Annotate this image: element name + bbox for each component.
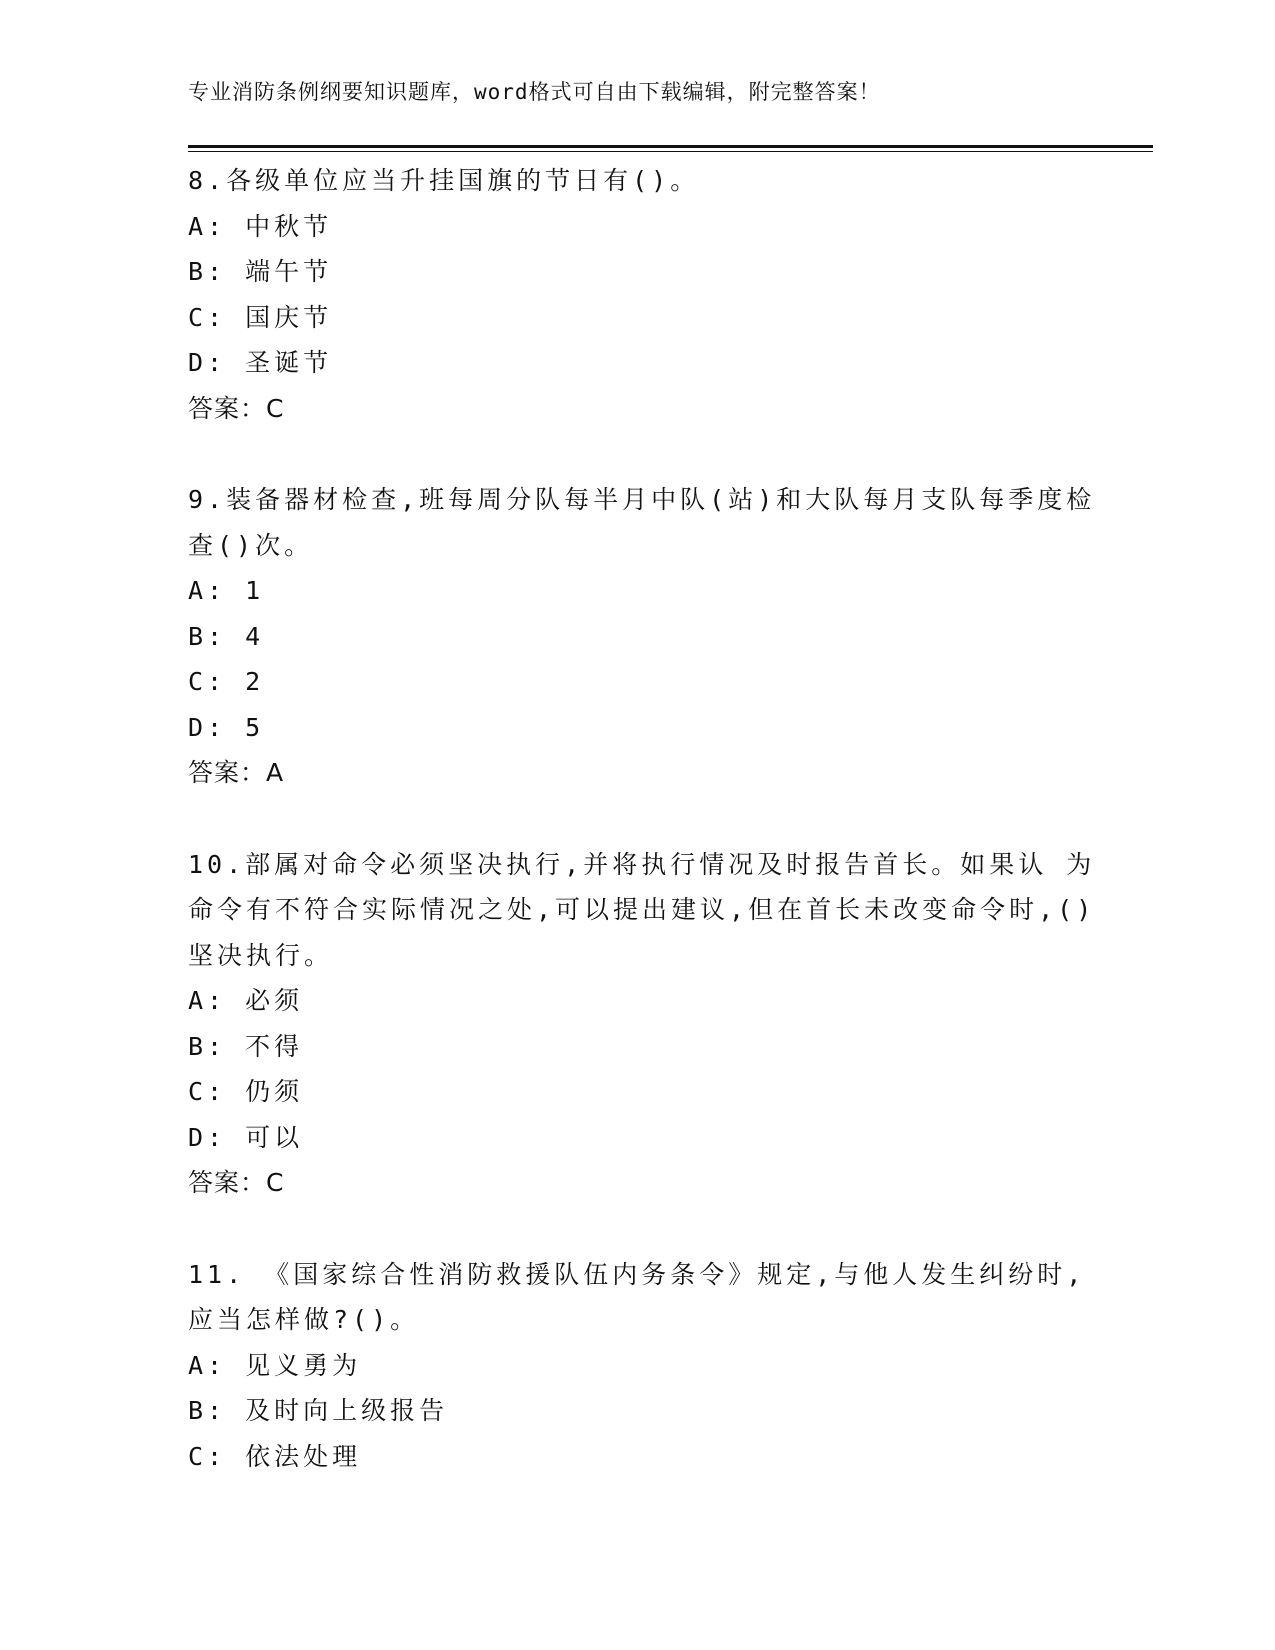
answer: 答案：A	[188, 758, 285, 787]
answer: 答案：C	[188, 393, 285, 423]
question-text: 命令有不符合实际情况之处,可以提出建议,但在首长未改变命令时,()	[188, 895, 1096, 924]
question-text: 10.部属对命令必须坚决执行,并将执行情况及时报告首长。如果认 为	[188, 849, 1096, 879]
question-text: 9.装备器材检查,班每周分队每半月中队(站)和大队每月支队每季度检	[188, 485, 1096, 514]
header-rule-thin	[188, 151, 1153, 152]
option-a: A: 1	[188, 576, 265, 605]
option-a: A: 见义勇为	[188, 1350, 362, 1380]
option-d: D: 可以	[188, 1122, 304, 1152]
option-a: A: 中秋节	[188, 211, 333, 241]
option-a: A: 必须	[188, 986, 304, 1015]
option-b: B: 及时向上级报告	[188, 1396, 449, 1425]
option-b: B: 不得	[188, 1031, 304, 1061]
question-text: 查()次。	[188, 530, 314, 560]
answer: 答案：C	[188, 1168, 285, 1197]
question-8	[188, 158, 1088, 431]
header-rule-thick	[188, 145, 1153, 148]
document-header: 专业消防条例纲要知识题库，word格式可自由下载编辑，附完整答案！	[188, 80, 881, 104]
question-text: 应当怎样做?()。	[188, 1305, 420, 1334]
option-d: D: 圣诞节	[188, 348, 333, 377]
question-11	[188, 1252, 1088, 1480]
option-c: C: 国庆节	[188, 302, 333, 332]
question-text: 坚决执行。	[188, 940, 334, 970]
question-text: 11. 《国家综合性消防救援队伍内务条令》规定,与他人发生纠纷时,	[188, 1259, 1086, 1289]
question-9	[188, 477, 1096, 796]
option-c: C: 仍须	[188, 1077, 304, 1106]
option-b: B: 4	[188, 621, 265, 651]
question-10	[188, 842, 1096, 1206]
option-c: C: 2	[188, 667, 265, 696]
option-c: C: 依法处理	[188, 1441, 362, 1471]
question-text: 8.各级单位应当升挂国旗的节日有()。	[188, 166, 700, 195]
question-list	[188, 158, 1096, 1525]
option-d: D: 5	[188, 712, 265, 742]
option-b: B: 端午节	[188, 257, 333, 286]
